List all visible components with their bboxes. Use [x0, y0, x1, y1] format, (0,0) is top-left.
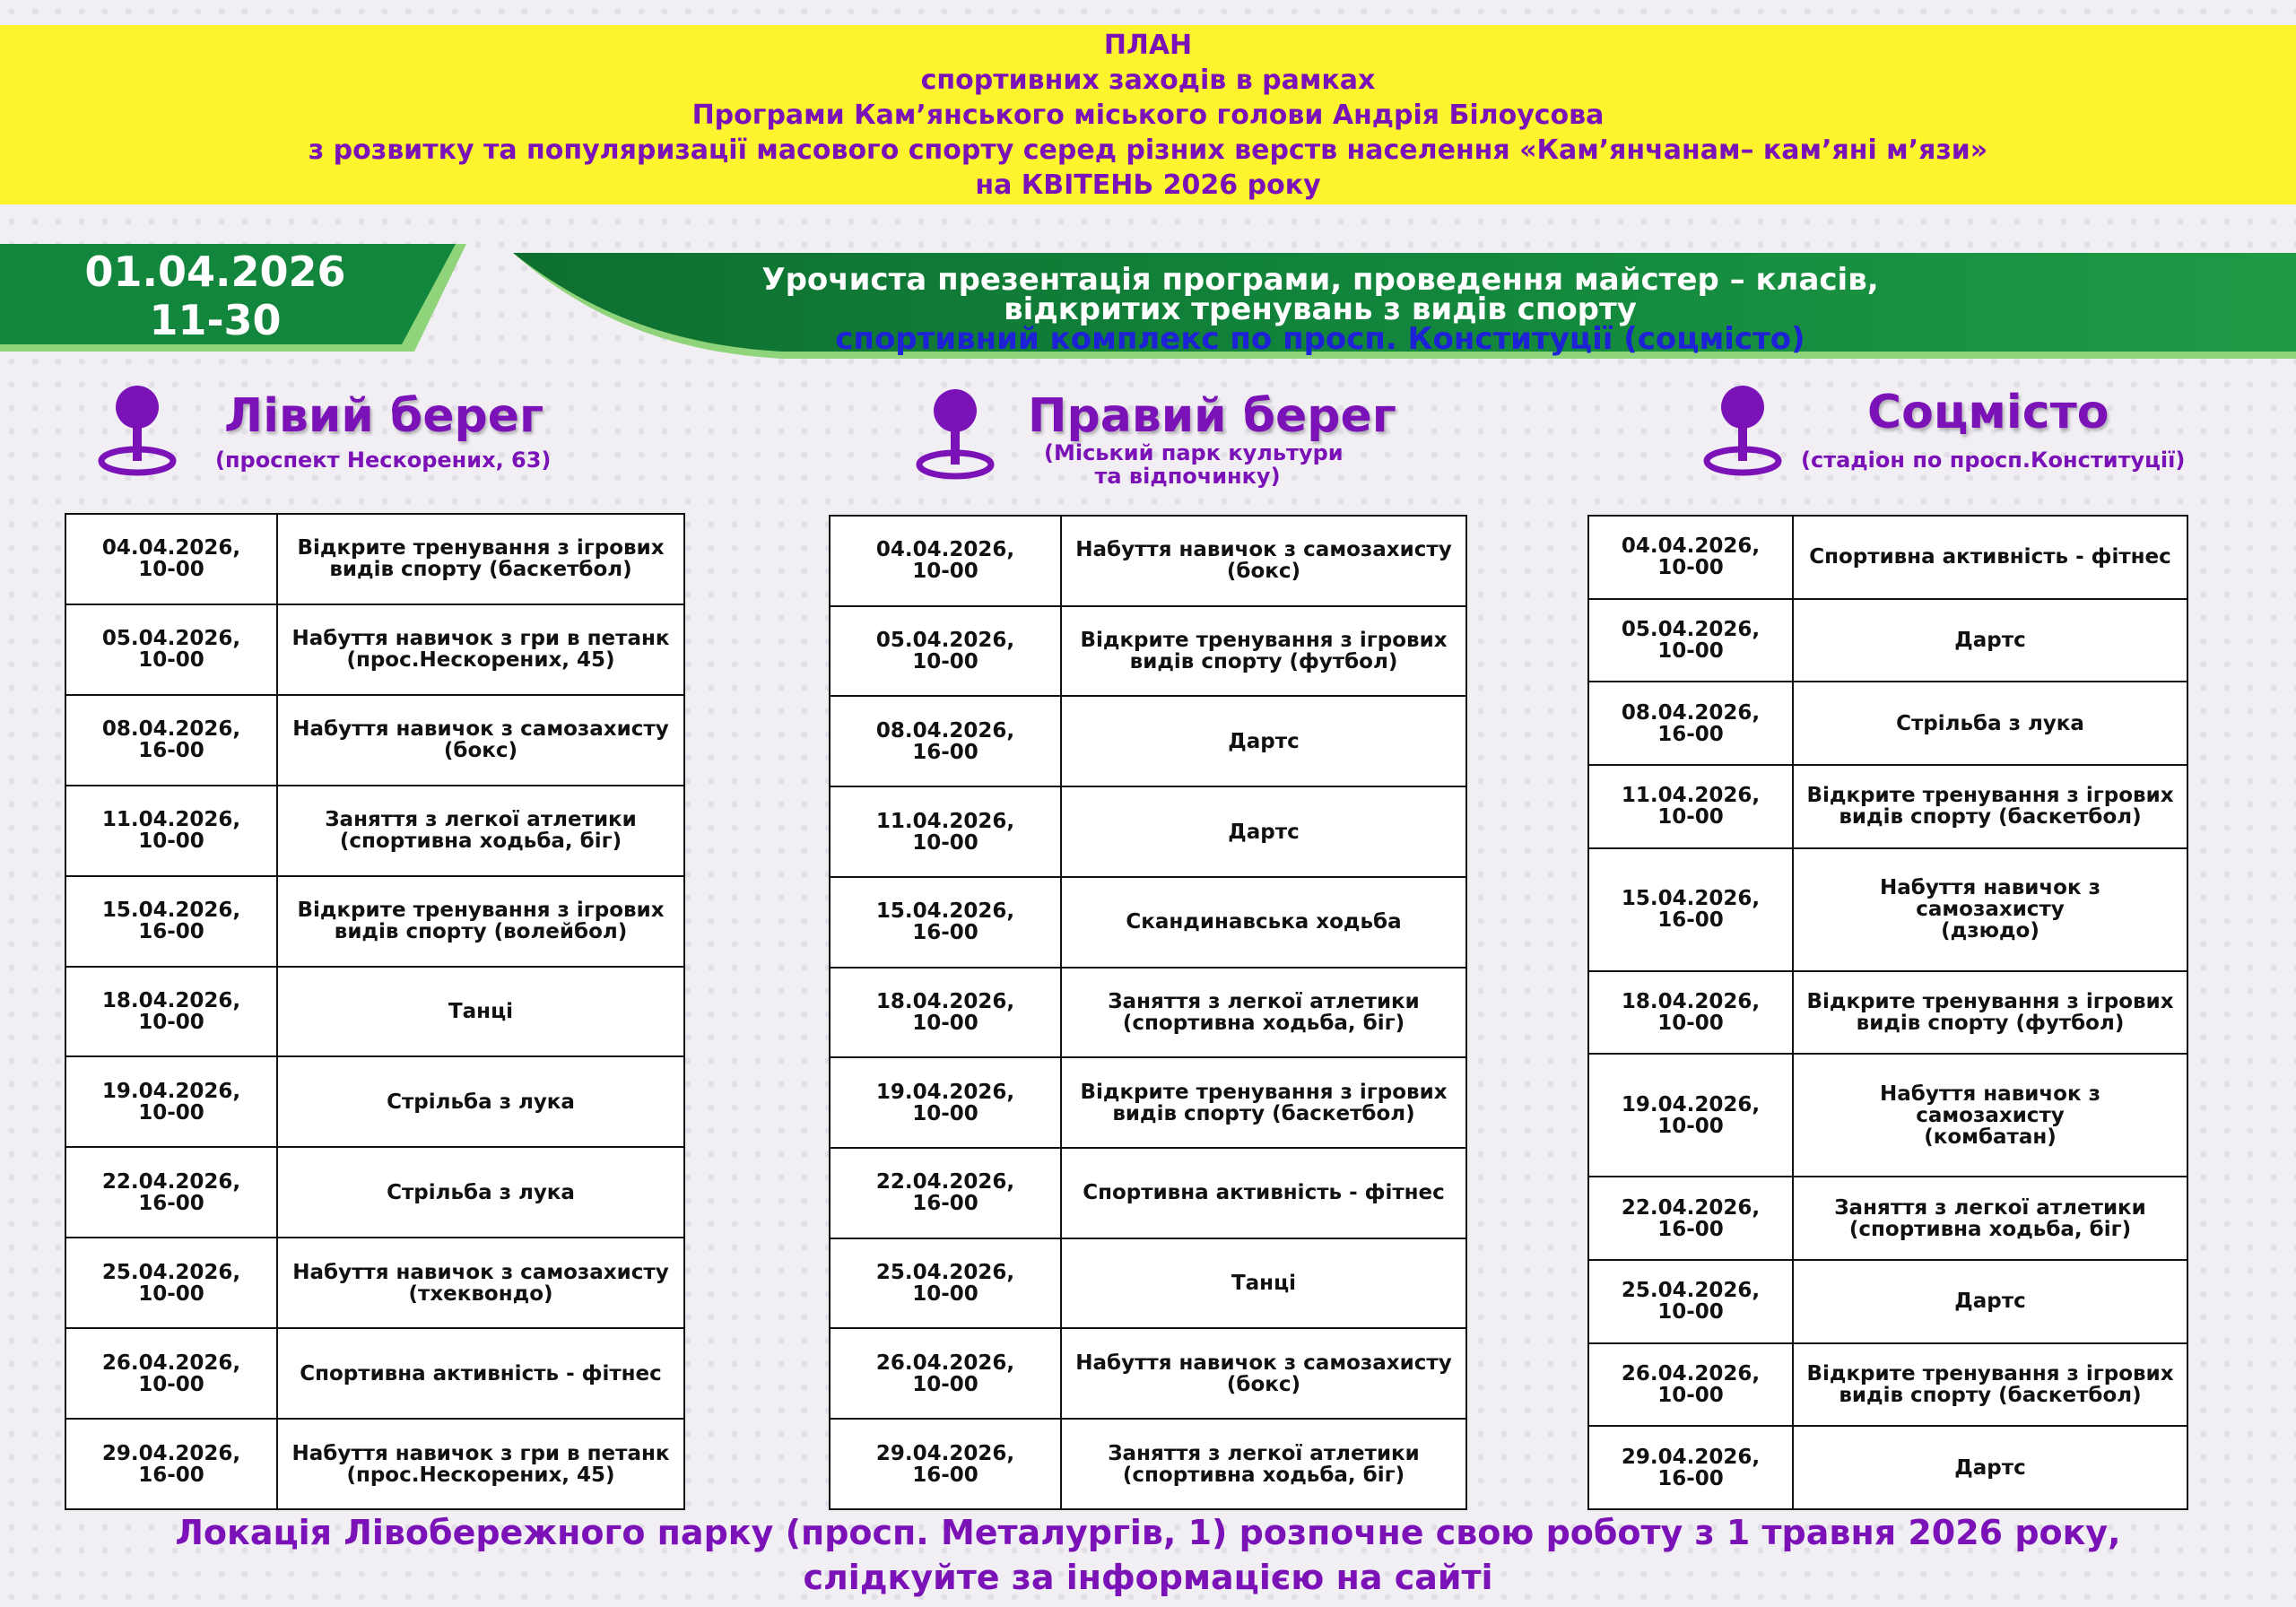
activity-cell [1793, 682, 2187, 765]
event-date: 22.04.2026, [875, 1170, 1015, 1194]
activity-line: (спортивна ходьба, біг) [339, 830, 622, 854]
schedule-row [65, 1056, 684, 1147]
activity-line: Набуття навичок з самозахисту [292, 1260, 669, 1284]
schedule-row [1588, 1260, 2187, 1343]
activity-cell [1061, 1328, 1466, 1419]
activity-line: Спортивна активність - фітнес [1809, 545, 2171, 569]
column-subtitle [1044, 440, 1344, 489]
event-date: 08.04.2026, [101, 717, 241, 742]
date-time-cell [1588, 1177, 1793, 1260]
activity-line: (бокс) [443, 739, 518, 763]
event-date: 04.04.2026, [101, 536, 241, 560]
left-bank-schedule-table [65, 513, 685, 1510]
activity-line: Спортивна активність - фітнес [300, 1361, 662, 1385]
header-line: Програми Кам’янського міського голови Андрія Білоусова [691, 99, 1605, 131]
sotsmisto-schedule-table [1587, 515, 2188, 1510]
event-date: 25.04.2026, [1621, 1279, 1761, 1303]
header-line: ПЛАН [1103, 29, 1193, 61]
activity-line: Відкрите тренування з ігрових [1080, 1080, 1448, 1104]
event-time: 16-00 [912, 740, 978, 764]
date-time-cell [65, 695, 277, 786]
schedule-row [830, 877, 1466, 968]
schedule-row [1588, 765, 2187, 848]
schedule-row [65, 1238, 684, 1328]
activity-line: Заняття з легкої атлетики [1834, 1195, 2146, 1220]
location-pin-icon [1702, 384, 1783, 479]
activity-line: Заняття з легкої атлетики [1108, 1441, 1420, 1465]
activity-cell [1061, 877, 1466, 968]
event-date: 29.04.2026, [1621, 1445, 1761, 1469]
schedule-row [830, 1057, 1466, 1148]
activity-line: Набуття навичок з самозахисту [292, 717, 669, 742]
schedule-row [830, 696, 1466, 786]
activity-line: Заняття з легкої атлетики [325, 808, 637, 832]
subtitle-line: та відпочинку) [1094, 464, 1281, 489]
activity-line: Відкрите тренування з ігрових [297, 899, 665, 923]
event-date: 22.04.2026, [1621, 1195, 1761, 1220]
date-time-cell [830, 1419, 1061, 1509]
event-date: 19.04.2026, [875, 1080, 1015, 1104]
event-date: 08.04.2026, [1621, 700, 1761, 725]
location-pin-icon [97, 384, 178, 479]
event-time: 16-00 [138, 920, 204, 944]
schedule-row [830, 1238, 1466, 1329]
activity-cell [277, 1238, 684, 1328]
schedule-row [830, 606, 1466, 697]
activity-line: Дартс [1954, 1455, 2026, 1480]
schedule-row [65, 604, 684, 695]
column-subtitle [215, 447, 552, 473]
event-time: 10-00 [1657, 1114, 1724, 1138]
event-time: 16-00 [138, 739, 204, 763]
activity-line: Дартс [1228, 820, 1300, 844]
event-time: 16-00 [912, 921, 978, 945]
opening-time: 11-30 [149, 296, 282, 344]
activity-line: (дзюдо) [1941, 919, 2039, 943]
activity-cell [1061, 968, 1466, 1058]
event-time: 10-00 [912, 1372, 978, 1396]
schedule-row [65, 967, 684, 1057]
schedule-row [1588, 1343, 2187, 1427]
event-time: 16-00 [1657, 908, 1724, 933]
event-time: 16-00 [912, 1192, 978, 1216]
date-time-cell [1588, 848, 1793, 971]
date-time-cell [65, 876, 277, 967]
schedule-row [830, 1419, 1466, 1509]
event-time: 10-00 [912, 830, 978, 855]
column-subtitle [1801, 447, 2186, 473]
activity-line: Відкрите тренування з ігрових [297, 536, 665, 560]
activity-line: Набуття навичок з самозахисту [1880, 1081, 2100, 1127]
schedule-row [65, 786, 684, 876]
activity-line: видів спорту (баскетбол) [1112, 1101, 1415, 1125]
right-bank-schedule-table [829, 515, 1467, 1510]
opening-venue: спортивний комплекс по просп. Конституції (соцмісто) [835, 321, 1805, 357]
event-date: 22.04.2026, [101, 1169, 241, 1194]
event-time: 16-00 [1657, 1466, 1724, 1490]
activity-line: видів спорту (волейбол) [334, 920, 628, 944]
date-time-cell [65, 514, 277, 604]
event-date: 26.04.2026, [101, 1351, 241, 1375]
activity-cell [1793, 848, 2187, 971]
activity-cell [277, 1147, 684, 1238]
date-time-cell [830, 1148, 1061, 1238]
schedule-row [1588, 971, 2187, 1055]
column-title: Соцмісто [1867, 386, 2109, 439]
subtitle-line: (проспект Нескорених, 63) [215, 447, 552, 473]
activity-line: (спортивна ходьба, біг) [1122, 1463, 1405, 1487]
event-time: 10-00 [1657, 1300, 1724, 1325]
date-time-cell [830, 786, 1061, 877]
activity-line: Дартс [1228, 729, 1300, 753]
date-time-cell [65, 1238, 277, 1328]
activity-line: (тхеквондо) [408, 1281, 553, 1306]
activity-cell [1793, 1343, 2187, 1427]
footer-line-1: Локація Лівобережного парку (просп. Металургів, 1) розпочне свою роботу з 1 травня 2026 року, [175, 1513, 2121, 1552]
opening-date: 01.04.2026 [84, 248, 346, 296]
event-date: 15.04.2026, [1621, 887, 1761, 911]
activity-cell [1061, 1419, 1466, 1509]
activity-cell [1061, 696, 1466, 786]
event-date: 05.04.2026, [101, 627, 241, 651]
event-date: 05.04.2026, [1621, 617, 1761, 641]
activity-line: Набуття навичок з самозахисту [1075, 1351, 1452, 1375]
activity-line: Відкрите тренування з ігрових [1080, 629, 1448, 653]
activity-line: (спортивна ходьба, біг) [1848, 1217, 2132, 1241]
activity-cell [1061, 1238, 1466, 1329]
event-time: 10-00 [138, 1100, 204, 1125]
event-date: 25.04.2026, [101, 1260, 241, 1284]
subtitle-line: (стадіон по просп.Конституції) [1801, 447, 2186, 473]
activity-line: видів спорту (футбол) [1856, 1011, 2125, 1035]
activity-cell [1793, 1177, 2187, 1260]
schedule-row [65, 876, 684, 967]
activity-cell [277, 604, 684, 695]
date-time-cell [1588, 765, 1793, 848]
activity-cell [277, 786, 684, 876]
schedule-row [65, 1419, 684, 1509]
event-time: 10-00 [1657, 1011, 1724, 1035]
date-time-cell [1588, 1260, 1793, 1343]
right-bank-heading [909, 387, 1465, 504]
activity-line: (комбатан) [1924, 1125, 2057, 1149]
activity-cell [1061, 1057, 1466, 1148]
schedule-row [65, 1328, 684, 1419]
header-line: на КВІТЕНЬ 2026 року [975, 169, 1321, 201]
left-bank-heading [90, 384, 592, 500]
date-time-cell [830, 1057, 1061, 1148]
header-line: спортивних заходів в рамках [920, 64, 1376, 96]
event-date: 18.04.2026, [101, 988, 241, 1012]
opening-date-badge [0, 244, 466, 352]
schedule-row [1588, 1177, 2187, 1260]
activity-line: Відкрите тренування з ігрових [1806, 989, 2174, 1013]
event-date: 11.04.2026, [1621, 784, 1761, 808]
activity-cell [1793, 516, 2187, 599]
schedule-row [65, 695, 684, 786]
event-time: 10-00 [912, 1101, 978, 1125]
event-date: 19.04.2026, [1621, 1092, 1761, 1116]
event-date: 29.04.2026, [875, 1441, 1015, 1465]
activity-cell [1793, 599, 2187, 682]
activity-line: Відкрите тренування з ігрових [1806, 1362, 2174, 1386]
event-time: 10-00 [912, 560, 978, 584]
activity-line: видів спорту (баскетбол) [329, 558, 632, 582]
activity-cell [1793, 765, 2187, 848]
activity-line: Стрільба з лука [387, 1090, 575, 1114]
date-time-cell [830, 516, 1061, 606]
footer-line-2: слідкуйте за інформацією на сайті [803, 1558, 1493, 1597]
opening-line-1: Урочиста презентація програми, проведення майстер – класів, [761, 262, 1879, 298]
event-time: 10-00 [912, 1011, 978, 1035]
schedule-row [830, 786, 1466, 877]
event-date: 04.04.2026, [1621, 534, 1761, 559]
activity-cell [277, 514, 684, 604]
event-date: 05.04.2026, [875, 629, 1015, 653]
date-time-cell [65, 1419, 277, 1509]
subtitle-line: (Міський парк культури [1044, 440, 1344, 465]
date-time-cell [1588, 971, 1793, 1055]
activity-cell [1061, 1148, 1466, 1238]
activity-cell [277, 1419, 684, 1509]
opening-banner [513, 253, 2296, 362]
activity-line: (прос.Нескорених, 45) [346, 648, 615, 673]
event-time: 10-00 [138, 1010, 204, 1034]
date-time-cell [830, 1238, 1061, 1329]
activity-line: (прос.Нескорених, 45) [346, 1463, 615, 1487]
event-time: 16-00 [1657, 722, 1724, 746]
event-date: 04.04.2026, [875, 538, 1015, 562]
event-time: 16-00 [138, 1463, 204, 1487]
event-date: 15.04.2026, [101, 899, 241, 923]
date-time-cell [1588, 599, 1793, 682]
schedule-row [830, 1328, 1466, 1419]
date-time-cell [65, 1056, 277, 1147]
activity-line: видів спорту (баскетбол) [1839, 1384, 2142, 1408]
activity-line: (бокс) [1226, 1372, 1301, 1396]
event-time: 10-00 [912, 1282, 978, 1307]
event-date: 26.04.2026, [1621, 1362, 1761, 1386]
event-date: 29.04.2026, [101, 1441, 241, 1465]
activity-cell [1793, 1426, 2187, 1509]
event-time: 10-00 [138, 1372, 204, 1396]
schedule-row [1588, 1426, 2187, 1509]
event-time: 10-00 [1657, 638, 1724, 663]
schedule-row [1588, 848, 2187, 971]
activity-line: Набуття навичок з гри в петанк [291, 627, 670, 651]
event-date: 25.04.2026, [875, 1261, 1015, 1285]
event-time: 10-00 [1657, 805, 1724, 830]
date-time-cell [65, 967, 277, 1057]
activity-line: Набуття навичок з самозахисту [1075, 538, 1452, 562]
activity-cell [277, 1056, 684, 1147]
date-time-cell [1588, 682, 1793, 765]
activity-line: Заняття з легкої атлетики [1108, 989, 1420, 1013]
activity-line: Дартс [1954, 628, 2026, 652]
date-time-cell [830, 968, 1061, 1058]
activity-line: Набуття навичок з гри в петанк [291, 1441, 670, 1465]
footer-notice [0, 1510, 2296, 1600]
schedule-row [830, 968, 1466, 1058]
activity-line: Танці [448, 999, 514, 1023]
event-time: 10-00 [1657, 1384, 1724, 1408]
opening-description [737, 262, 1903, 357]
header-line: з розвитку та популяризації масового спорту серед різних верств населення «Кам’янчанам– кам’яні м’язи» [308, 134, 1988, 166]
activity-line: Дартс [1954, 1290, 2026, 1314]
date-time-cell [1588, 1426, 1793, 1509]
event-time: 10-00 [138, 1281, 204, 1306]
activity-line: Стрільба з лука [387, 1180, 575, 1204]
schedule-row [1588, 516, 2187, 599]
event-date: 15.04.2026, [875, 899, 1015, 924]
activity-cell [1793, 971, 2187, 1055]
event-time: 10-00 [138, 558, 204, 582]
location-pin-icon [915, 387, 996, 482]
activity-cell [1793, 1054, 2187, 1177]
activity-line: Відкрите тренування з ігрових [1806, 784, 2174, 808]
plan-header [0, 25, 2296, 204]
date-time-cell [65, 604, 277, 695]
event-time: 16-00 [912, 1463, 978, 1487]
activity-cell [277, 695, 684, 786]
date-time-cell [1588, 516, 1793, 599]
activity-line: Скандинавська ходьба [1126, 910, 1402, 934]
schedule-row [830, 1148, 1466, 1238]
activity-cell [1793, 1260, 2187, 1343]
date-time-cell [65, 1147, 277, 1238]
activity-line: Стрільба з лука [1896, 711, 2084, 735]
event-date: 26.04.2026, [875, 1351, 1015, 1375]
activity-line: (спортивна ходьба, біг) [1122, 1011, 1405, 1035]
event-date: 18.04.2026, [875, 989, 1015, 1013]
event-date: 19.04.2026, [101, 1079, 241, 1103]
event-date: 08.04.2026, [875, 718, 1015, 743]
event-date: 11.04.2026, [101, 808, 241, 832]
event-time: 16-00 [1657, 1217, 1724, 1241]
activity-line: (бокс) [1226, 560, 1301, 584]
event-date: 11.04.2026, [875, 809, 1015, 833]
activity-cell [277, 876, 684, 967]
activity-line: видів спорту (футбол) [1129, 650, 1398, 674]
activity-cell [277, 1328, 684, 1419]
column-title: Лівий берег [224, 389, 544, 443]
schedule-row [1588, 599, 2187, 682]
sotsmisto-heading [1697, 384, 2186, 500]
date-time-cell [830, 877, 1061, 968]
date-time-cell [830, 606, 1061, 697]
activity-cell [1061, 786, 1466, 877]
event-time: 10-00 [138, 830, 204, 854]
event-date: 18.04.2026, [1621, 989, 1761, 1013]
date-time-cell [65, 786, 277, 876]
event-time: 10-00 [912, 650, 978, 674]
column-title: Правий берег [1028, 389, 1396, 443]
schedule-row [1588, 1054, 2187, 1177]
date-time-cell [830, 696, 1061, 786]
activity-line: Набуття навичок з самозахисту [1880, 876, 2100, 922]
date-time-cell [65, 1328, 277, 1419]
activity-cell [277, 967, 684, 1057]
opening-datetime [36, 244, 395, 348]
date-time-cell [1588, 1343, 1793, 1427]
activity-line: видів спорту (баскетбол) [1839, 805, 2142, 830]
activity-line: Танці [1231, 1272, 1297, 1296]
activity-cell [1061, 516, 1466, 606]
activity-cell [1061, 606, 1466, 697]
date-time-cell [830, 1328, 1061, 1419]
schedule-row [830, 516, 1466, 606]
event-time: 10-00 [1657, 556, 1724, 580]
schedule-row [65, 514, 684, 604]
date-time-cell [1588, 1054, 1793, 1177]
schedule-row [1588, 682, 2187, 765]
schedule-row [65, 1147, 684, 1238]
opening-line-2: відкритих тренувань з видів спорту [1004, 291, 1637, 327]
activity-line: Спортивна активність - фітнес [1083, 1181, 1445, 1205]
event-time: 10-00 [138, 648, 204, 673]
event-time: 16-00 [138, 1191, 204, 1215]
